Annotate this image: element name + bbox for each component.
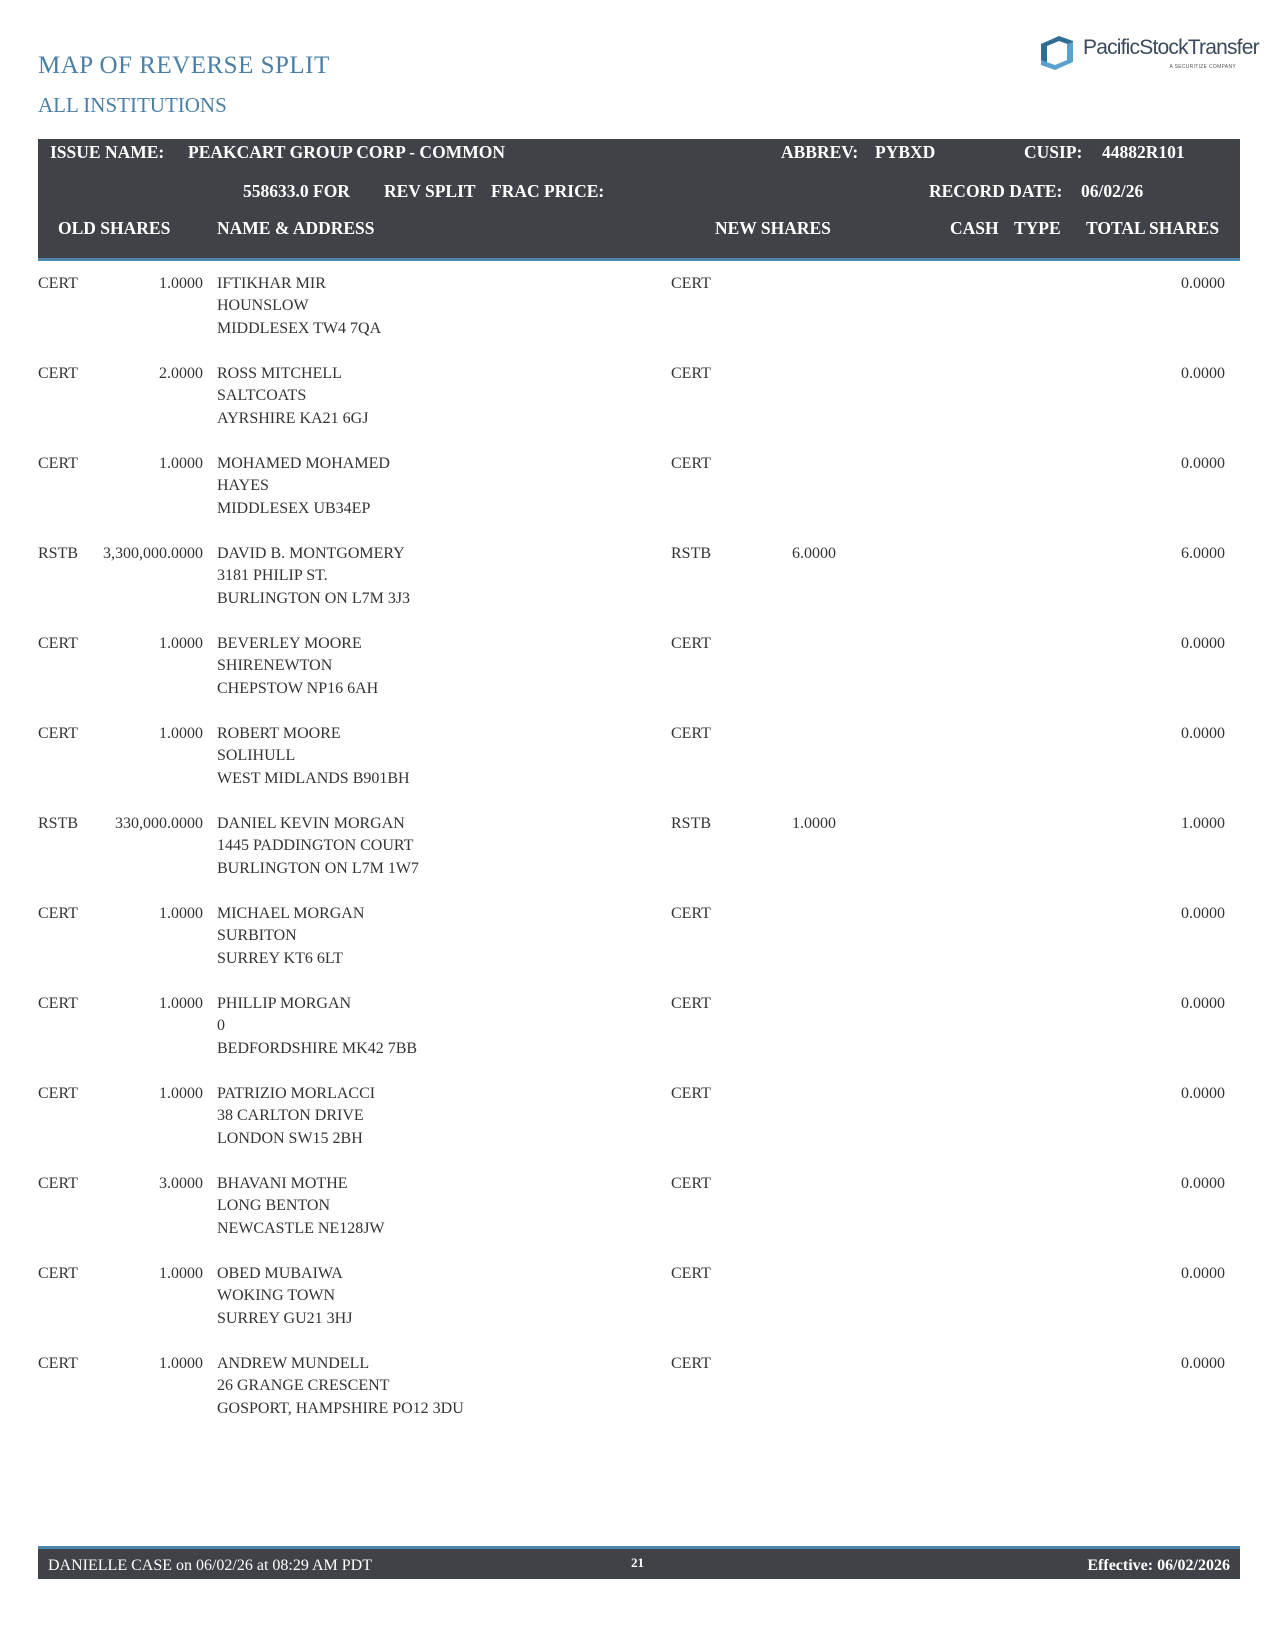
table-row [0, 365, 1275, 445]
row-new-shares: 1.0000 [792, 815, 836, 832]
col-old-shares: OLD SHARES [58, 218, 171, 238]
row-new-type: RSTB [671, 545, 712, 562]
logo-mark-icon [1035, 32, 1079, 74]
row-new-type: CERT [671, 1355, 711, 1372]
row-old-shares: 3,300,000.0000 [103, 545, 203, 562]
row-address-line2: WEST MIDLANDS B901BH [217, 770, 410, 787]
cusip-value: 44882R101 [1102, 142, 1185, 162]
row-address-line1: HOUNSLOW [217, 297, 309, 314]
cusip-label: CUSIP: [1024, 142, 1083, 162]
row-new-type: CERT [671, 455, 711, 472]
row-address-line2: SURREY GU21 3HJ [217, 1310, 353, 1327]
row-total-shares: 0.0000 [1181, 1085, 1225, 1102]
col-cash: CASH [950, 218, 999, 238]
record-date-value: 06/02/26 [1081, 181, 1144, 201]
row-address-line1: SURBITON [217, 927, 297, 944]
row-new-type: CERT [671, 275, 711, 292]
row-address-line1: SHIRENEWTON [217, 657, 333, 674]
footer-user-line: DANIELLE CASE on 06/02/26 at 08:29 AM PDT [48, 1557, 372, 1574]
row-new-type: CERT [671, 635, 711, 652]
table-row [0, 815, 1275, 895]
row-holder-name: PATRIZIO MORLACCI [217, 1085, 376, 1102]
row-address-line1: LONG BENTON [217, 1197, 331, 1214]
row-total-shares: 0.0000 [1181, 1265, 1225, 1282]
row-old-type: RSTB [38, 545, 79, 562]
table-row [0, 1265, 1275, 1345]
table-row [0, 635, 1275, 715]
row-address-line1: WOKING TOWN [217, 1287, 336, 1304]
table-row [0, 1355, 1275, 1435]
row-address-line2: AYRSHIRE KA21 6GJ [217, 410, 369, 427]
row-old-type: CERT [38, 1265, 78, 1282]
row-holder-name: ROBERT MOORE [217, 725, 341, 742]
row-total-shares: 6.0000 [1181, 545, 1225, 562]
row-old-shares: 1.0000 [159, 1085, 203, 1102]
row-holder-name: MOHAMED MOHAMED [217, 455, 390, 472]
table-row [0, 275, 1275, 355]
row-old-shares: 1.0000 [159, 635, 203, 652]
abbrev-label: ABBREV: [781, 142, 859, 162]
row-old-type: CERT [38, 455, 78, 472]
row-address-line1: HAYES [217, 477, 269, 494]
row-address-line1: 1445 PADDINGTON COURT [217, 837, 414, 854]
row-total-shares: 0.0000 [1181, 1175, 1225, 1192]
row-old-shares: 1.0000 [159, 275, 203, 292]
row-holder-name: ROSS MITCHELL [217, 365, 342, 382]
col-type: TYPE [1014, 218, 1061, 238]
logo-wordmark: PacificStockTransfer [1083, 36, 1259, 59]
row-old-type: CERT [38, 275, 78, 292]
company-logo [1035, 32, 1259, 74]
row-old-type: CERT [38, 1355, 78, 1372]
row-address-line2: BURLINGTON ON L7M 3J3 [217, 590, 411, 607]
row-new-type: CERT [671, 365, 711, 382]
row-old-type: CERT [38, 725, 78, 742]
row-total-shares: 0.0000 [1181, 635, 1225, 652]
row-holder-name: PHILLIP MORGAN [217, 995, 352, 1012]
page-title: MAP OF REVERSE SPLIT [38, 52, 330, 79]
page-subtitle: ALL INSTITUTIONS [38, 93, 227, 117]
row-holder-name: MICHAEL MORGAN [217, 905, 365, 922]
table-row [0, 725, 1275, 805]
row-old-type: CERT [38, 995, 78, 1012]
row-old-type: CERT [38, 365, 78, 382]
row-address-line2: CHEPSTOW NP16 6AH [217, 680, 379, 697]
row-address-line2: NEWCASTLE NE128JW [217, 1220, 385, 1237]
row-address-line2: GOSPORT, HAMPSHIRE PO12 3DU [217, 1400, 464, 1417]
row-old-type: CERT [38, 1085, 78, 1102]
row-address-line2: BURLINGTON ON L7M 1W7 [217, 860, 419, 877]
issue-header-band [38, 139, 1240, 261]
row-holder-name: ANDREW MUNDELL [217, 1355, 370, 1372]
row-holder-name: DAVID B. MONTGOMERY [217, 545, 405, 562]
row-new-type: RSTB [671, 815, 712, 832]
row-old-shares: 3.0000 [159, 1175, 203, 1192]
rev-split-label: REV SPLIT [384, 181, 476, 201]
row-holder-name: DANIEL KEVIN MORGAN [217, 815, 405, 832]
row-address-line2: LONDON SW15 2BH [217, 1130, 363, 1147]
row-old-type: CERT [38, 635, 78, 652]
table-row [0, 1085, 1275, 1165]
row-total-shares: 0.0000 [1181, 905, 1225, 922]
row-address-line1: SALTCOATS [217, 387, 307, 404]
row-old-shares: 1.0000 [159, 995, 203, 1012]
table-row [0, 995, 1275, 1075]
row-old-shares: 330,000.0000 [115, 815, 203, 832]
row-old-shares: 2.0000 [159, 365, 203, 382]
table-row [0, 455, 1275, 535]
row-address-line1: 38 CARLTON DRIVE [217, 1107, 364, 1124]
split-ratio: 558633.0 FOR [243, 181, 350, 201]
row-old-shares: 1.0000 [159, 455, 203, 472]
row-address-line2: MIDDLESEX TW4 7QA [217, 320, 382, 337]
row-old-type: RSTB [38, 815, 79, 832]
row-old-shares: 1.0000 [159, 1265, 203, 1282]
row-old-shares: 1.0000 [159, 725, 203, 742]
row-address-line1: 26 GRANGE CRESCENT [217, 1377, 390, 1394]
col-total-shares: TOTAL SHARES [1086, 218, 1220, 238]
table-row [0, 545, 1275, 625]
row-address-line1: 0 [217, 1017, 225, 1034]
row-total-shares: 0.0000 [1181, 275, 1225, 292]
row-new-type: CERT [671, 1085, 711, 1102]
row-address-line2: MIDDLESEX UB34EP [217, 500, 371, 517]
issue-name-label: ISSUE NAME: [50, 142, 165, 162]
row-new-type: CERT [671, 995, 711, 1012]
row-holder-name: BHAVANI MOTHE [217, 1175, 348, 1192]
record-date-label: RECORD DATE: [929, 181, 1063, 201]
row-holder-name: BEVERLEY MOORE [217, 635, 362, 652]
logo-tagline: A SECURITIZE COMPANY [1169, 64, 1236, 70]
footer-effective-date: Effective: 06/02/2026 [1087, 1557, 1230, 1574]
row-address-line2: BEDFORDSHIRE MK42 7BB [217, 1040, 418, 1057]
row-new-type: CERT [671, 725, 711, 742]
row-holder-name: IFTIKHAR MIR [217, 275, 326, 292]
issue-name: PEAKCART GROUP CORP - COMMON [188, 142, 505, 162]
row-new-type: CERT [671, 905, 711, 922]
row-new-type: CERT [671, 1265, 711, 1282]
row-old-shares: 1.0000 [159, 905, 203, 922]
row-holder-name: OBED MUBAIWA [217, 1265, 343, 1282]
abbrev-value: PYBXD [875, 142, 936, 162]
row-total-shares: 0.0000 [1181, 365, 1225, 382]
row-old-type: CERT [38, 1175, 78, 1192]
frac-price-label: FRAC PRICE: [491, 181, 605, 201]
page-footer [38, 1546, 1240, 1579]
row-old-type: CERT [38, 905, 78, 922]
row-address-line1: 3181 PHILIP ST. [217, 567, 328, 584]
row-address-line2: SURREY KT6 6LT [217, 950, 343, 967]
row-total-shares: 1.0000 [1181, 815, 1225, 832]
row-total-shares: 0.0000 [1181, 995, 1225, 1012]
row-address-line1: SOLIHULL [217, 747, 296, 764]
row-total-shares: 0.0000 [1181, 455, 1225, 472]
row-total-shares: 0.0000 [1181, 1355, 1225, 1372]
col-name-address: NAME & ADDRESS [217, 218, 375, 238]
table-row [0, 1175, 1275, 1255]
row-new-type: CERT [671, 1175, 711, 1192]
row-new-shares: 6.0000 [792, 545, 836, 562]
row-old-shares: 1.0000 [159, 1355, 203, 1372]
footer-page-number: 21 [631, 1555, 644, 1570]
row-total-shares: 0.0000 [1181, 725, 1225, 742]
table-row [0, 905, 1275, 985]
col-new-shares: NEW SHARES [715, 218, 831, 238]
